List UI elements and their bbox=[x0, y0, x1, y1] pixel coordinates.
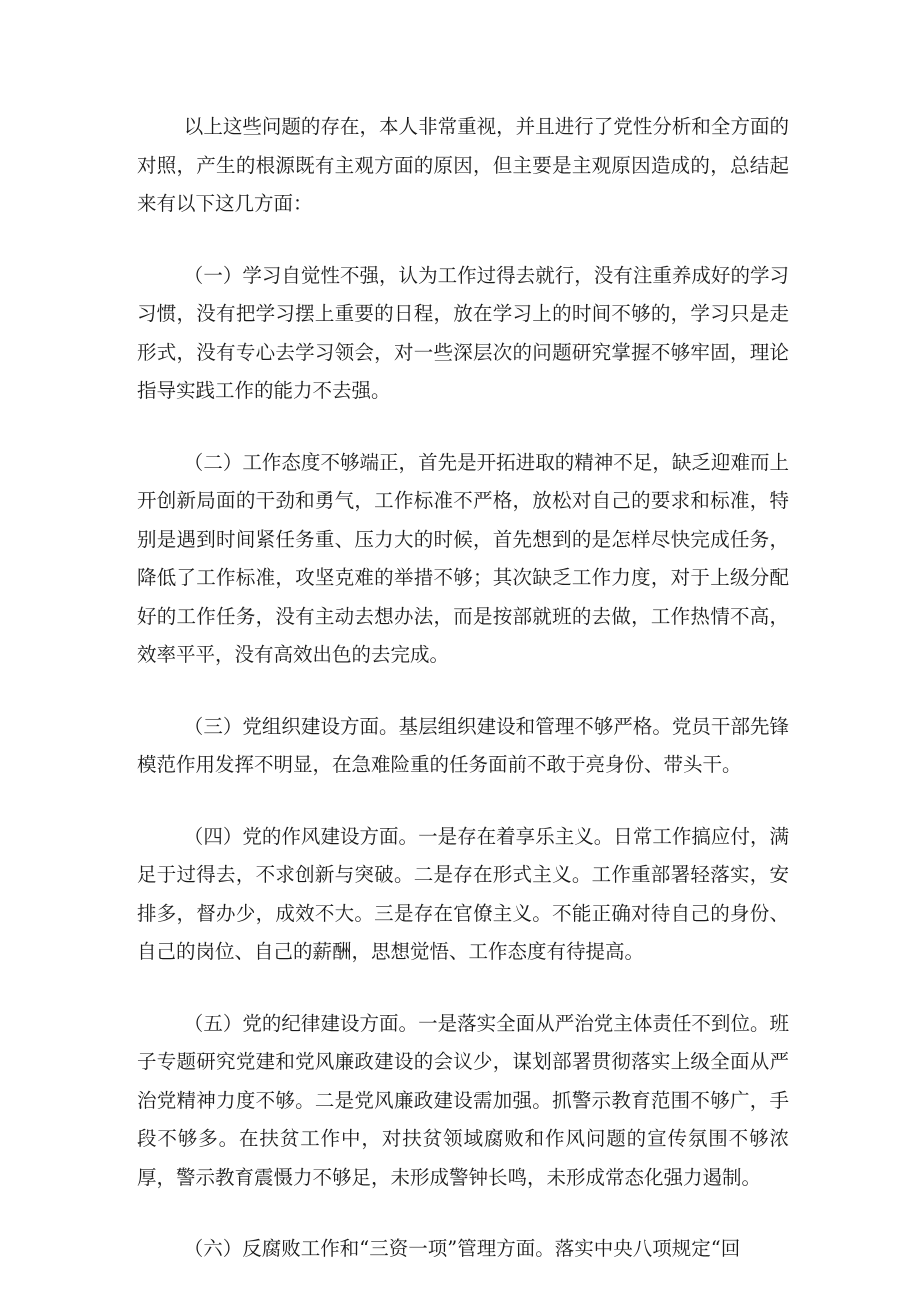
document-body bbox=[137, 108, 789, 1302]
paragraph-item-2: （二）工作态度不够端正，首先是开拓进取的精神不足，缺乏迎难而上开创新局面的干劲和勇气，工作标准不严格，放松对自己的要求和标准，特别是遇到时间紧任务重、压力大的时候，首先想到的是怎样尽快完成任务，降低了工作标准，攻坚克难的举措不够；其次缺乏工作力度，对于上级分配好的工作任务，没有主动去想办法，而是按部就班的去做，工作热情不高，效率平平，没有高效出色的去完成。 bbox=[137, 450, 789, 666]
paragraph-item-3: （三）党组织建设方面。基层组织建设和管理不够严格。党员干部先锋模范作用发挥不明显，在急难险重的任务面前不敢于亮身份、带头干。 bbox=[137, 714, 789, 776]
paragraph-item-4: （四）党的作风建设方面。一是存在着享乐主义。日常工作搞应付，满足于过得去，不求创新与突破。二是存在形式主义。工作重部署轻落实，安排多，督办少，成效不大。三是存在官僚主义。不能正确对待自己的身份、自己的岗位、自己的薪酬，思想觉悟、工作态度有待提高。 bbox=[137, 824, 789, 963]
paragraph-intro: 以上这些问题的存在，本人非常重视，并且进行了党性分析和全方面的对照，产生的根源既有主观方面的原因，但主要是主观原因造成的，总结起来有以下这几方面： bbox=[137, 115, 789, 215]
paragraph-item-1: （一）学习自觉性不强，认为工作过得去就行，没有注重养成好的学习习惯，没有把学习摆上重要的日程，放在学习上的时间不够的，学习只是走形式，没有专心去学习领会，对一些深层次的问题研究掌握不够牢固，理论指导实践工作的能力不去强。 bbox=[137, 263, 789, 402]
paragraph-item-5: （五）党的纪律建设方面。一是落实全面从严治党主体责任不到位。班子专题研究党建和党风廉政建设的会议少，谋划部署贯彻落实上级全面从严治党精神力度不够。二是党风廉政建设需加强。抓警示教育范围不够广，手段不够多。在扶贫工作中，对扶贫领域腐败和作风问题的宣传氛围不够浓厚，警示教育震慑力不够足，未形成警钟长鸣，未形成常态化强力遏制。 bbox=[137, 1011, 789, 1189]
paragraph-item-6: （六）反腐败工作和“三资一项”管理方面。落实中央八项规定“回 bbox=[183, 1237, 741, 1260]
